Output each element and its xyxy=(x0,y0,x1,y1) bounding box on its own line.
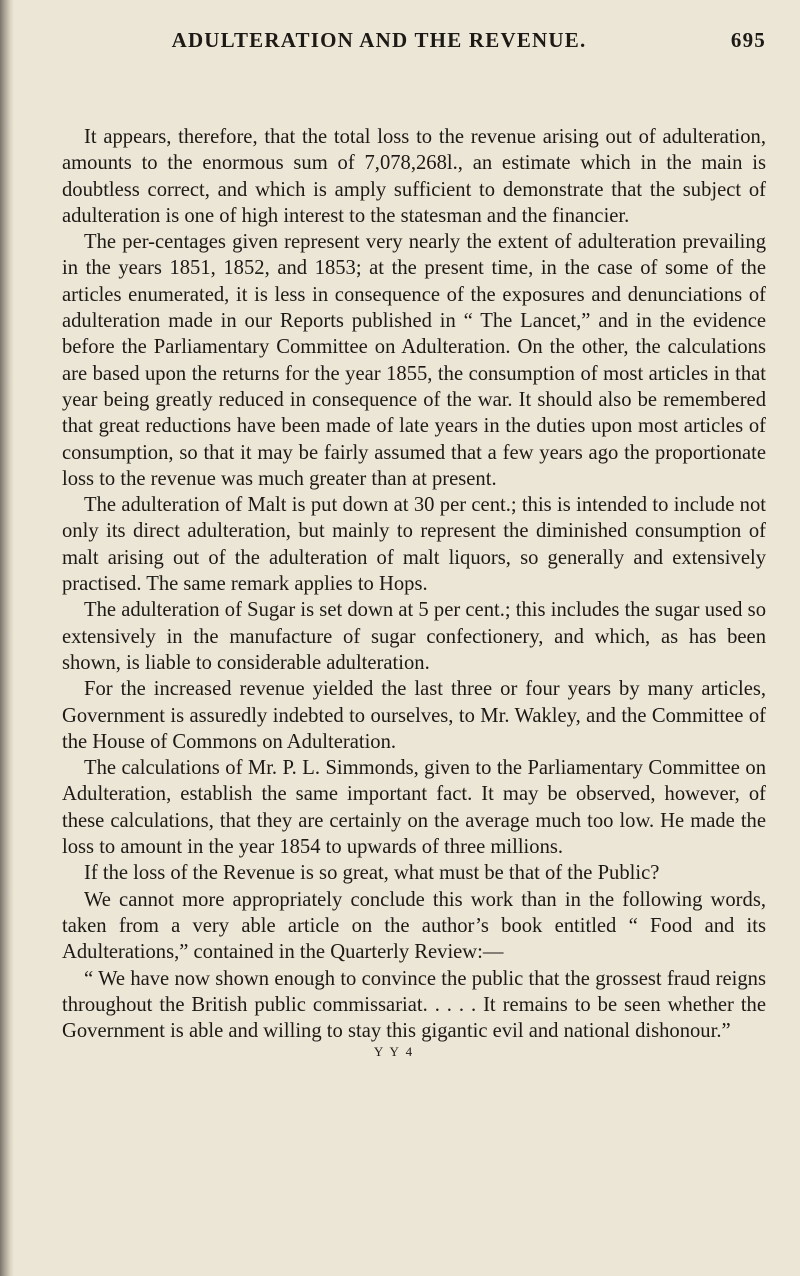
page xyxy=(62,22,766,1060)
signature-mark: Y Y 4 xyxy=(373,1044,415,1060)
paragraph: For the increased revenue yielded the last three or four years by many articles, Government is assuredly indebted to ourselves, to Mr. Wakley, and the Committee of the House of Commons on Adulteration. xyxy=(62,678,766,753)
body-text xyxy=(62,124,766,1044)
running-head: ADULTERATION AND THE REVENUE. xyxy=(171,28,587,52)
paragraph: The calculations of Mr. P. L. Simmonds, given to the Parliamentary Committee on Adulteration, establish the same important fact. It may be observed, however, of these calculations, that they are certainly on the average much too low. He made the loss to amount in the year 1854 to upwards of three millions. xyxy=(62,757,766,859)
paragraph: The adulteration of Malt is put down at 30 per cent.; this is intended to include not only its direct adulteration, but mainly to represent the diminished consumption of malt arising out of the adulteration of malt liquors, so generally and extensively practised. The same remark applies to Hops. xyxy=(62,494,766,596)
quotation: “ We have now shown enough to convince the public that the grossest fraud reigns throughout the British public commissariat. . . . . It remains to be seen whether the Government is able and willing to stay this gigantic evil and national dishonour.” xyxy=(62,967,766,1043)
paragraph: The per-centages given represent very nearly the extent of adulteration prevailing in the years 1851, 1852, and 1853; at the present time, in the case of some of the articles enumerated, it is less in consequence of the exposures and denunciations of adulteration made in our Reports published in “ The Lancet,” and in the evidence before the Parliamentary Committee on Adulteration. On the other, the calculations are based upon the returns for the year 1855, the consumption of most articles in that year being greatly reduced in consequence of the war. It should also be remembered that great reductions have been made of late years in the duties upon most articles of consumption, so that it may be fairly assumed that a few years ago the proportionate loss to the revenue was much greater than at present. xyxy=(62,231,766,490)
page-number: 695 xyxy=(730,28,766,52)
page-header xyxy=(62,22,766,62)
paragraph: It appears, therefore, that the total loss to the revenue arising out of adulteration, amounts to the enormous sum of 7,078,268l., an estimate which in the main is doubtless correct, and which is amply sufficient to demonstrate that the subject of adulteration is one of high interest to the statesman and the financier. xyxy=(62,126,766,227)
paragraph: We cannot more appropriately conclude this work than in the following words, taken from a very able article on the author’s book entitled “ Food and its Adulterations,” contained in the Quarterly Review:— xyxy=(62,888,766,964)
book-gutter xyxy=(0,0,14,1276)
paragraph: The adulteration of Sugar is set down at 5 per cent.; this includes the sugar used so extensively in the manufacture of sugar confectionery, and which, as has been shown, is liable to considerable adulteration. xyxy=(62,599,766,674)
paragraph: If the loss of the Revenue is so great, what must be that of the Public? xyxy=(84,862,660,885)
